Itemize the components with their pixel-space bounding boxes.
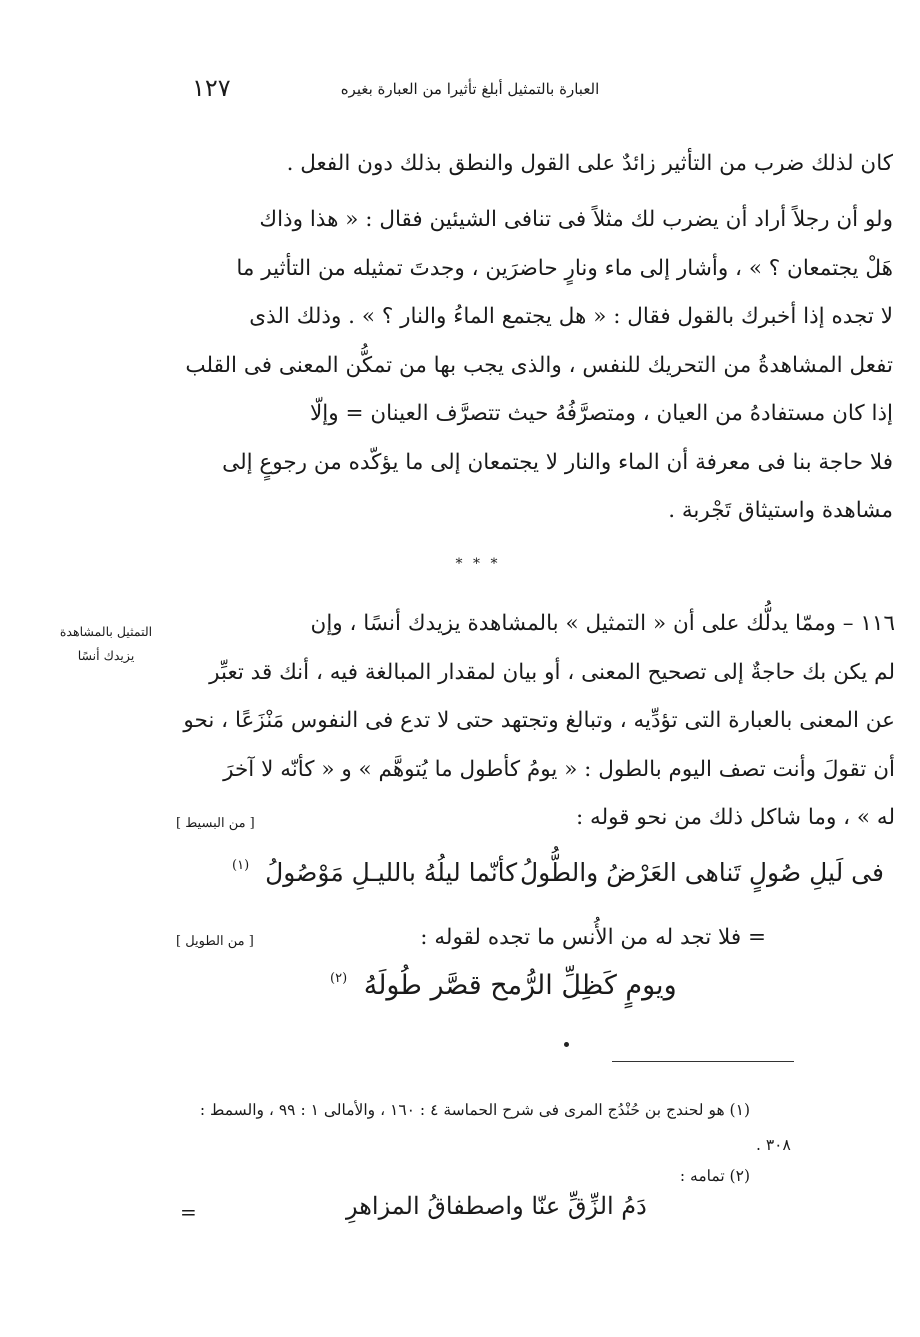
continuation-mark: = <box>180 1200 197 1224</box>
text-line: هَلْ يجتمعان ؟ » ، وأشار إلى ماء ونارٍ حاضرَين ، وجدتَ تمثيله من التأثير ما <box>236 255 893 281</box>
footnote-2: (٢) تمامه : <box>679 1167 750 1185</box>
text-line: لم يكن بك حاجةٌ إلى تصحيح المعنى ، أو بيان لمقدار المبالغة فيه ، أنك قد تعبِّر <box>209 659 895 685</box>
running-header: العبارة بالتمثيل أبلغ تأثيرا من العبارة بغيره <box>340 80 600 98</box>
text-line: له » ، وما شاكل ذلك من نحو قوله : <box>575 805 895 830</box>
text-line: مشاهدة واستيثاق تَجْربة . <box>668 498 893 523</box>
paragraph-continuation <box>165 140 893 189</box>
footnote-reference: (٢) <box>330 971 348 986</box>
verse-text: ويومٍ كَظِلِّ الرُّمح قصَّر طُولَهُ <box>363 970 677 1001</box>
text-line: فلا حاجة بنا فى معرفة أن الماء والنار لا يجتمعان إلى ما يؤكّده من رجوعٍ إلى <box>222 449 893 475</box>
text-line: لا تجده إذا أخبرك بالقول فقال : « هل يجتمع الماءُ والنار ؟ » . وذلك الذى <box>249 304 893 329</box>
verse-hemistich-second <box>232 858 517 887</box>
ink-dot <box>564 1042 569 1047</box>
text-line: ولو أن رجلاً أراد أن يضرب لك مثلاً فى تنافى الشيئين فقال : « هذا وذاك <box>259 207 893 232</box>
footnote-2-verse: دَمُ الزِّقِّ عنّا واصطفاقُ المزاهرِ <box>346 1192 647 1220</box>
verse-hemistich-first: فى لَيلِ صُولٍ تَناهى العَرْضُ والطُّولُ <box>520 858 884 887</box>
footnote-reference: (١) <box>232 858 250 873</box>
text-line: ١١٦ – وممّا يدلُّك على أن « التمثيل » بالمشاهدة يزيدك أنسًا ، وإن <box>310 611 895 636</box>
verse-text: كأنّما ليلُهُ بالليـلِ مَوْصُولُ <box>265 858 518 887</box>
footnote-divider <box>612 1061 794 1062</box>
section-separator: * * * <box>455 556 501 572</box>
meter-label: [ من البسيط ] <box>176 816 255 831</box>
marginal-note-line: التمثيل بالمشاهدة <box>59 624 153 639</box>
footnote-1: (١) هو لحندج بن حُنْدُج المرى فى شرح الحماسة ٤ : ١٦٠ ، والأمالى ١ : ٩٩ ، والسمط : <box>199 1101 750 1119</box>
text-line: عن المعنى بالعبارة التى تؤدِّيه ، وتبالغ وتجتهد حتى لا تدع فى النفوس مَنْزَعًا ، نحو <box>183 708 895 733</box>
page-number: ١٢٧ <box>192 74 231 102</box>
text-line: كان لذلك ضرب من التأثير زائدٌ على القول والنطق بذلك دون الفعل . <box>286 151 893 176</box>
text-line: أن تقولَ وأنت تصف اليوم بالطول : « يومُ كأطول ما يُتوهَّم » و « كأنّه لا آخرَ <box>223 756 895 782</box>
footnote-1-continuation: ٣٠٨ . <box>756 1136 791 1154</box>
text-line: إذا كان مستفادهُ من العيان ، ومتصرَّفُهُ حيث تتصرَّف العينان = وإلّا <box>310 401 893 426</box>
marginal-note-line: يزيدك أنسًا <box>77 648 135 663</box>
marginal-note <box>58 620 154 668</box>
verse-line <box>330 970 677 1001</box>
verse-introduction: = فلا تجد له من الأُنس ما تجده لقوله : <box>420 925 766 950</box>
meter-label: [ من الطويل ] <box>176 934 254 949</box>
text-line: تفعل المشاهدةُ من التحريك للنفس ، والذى يجب بها من تمكُّن المعنى فى القلب <box>185 352 893 378</box>
paragraph-water-fire <box>165 196 893 536</box>
section-116-paragraph <box>162 600 895 843</box>
